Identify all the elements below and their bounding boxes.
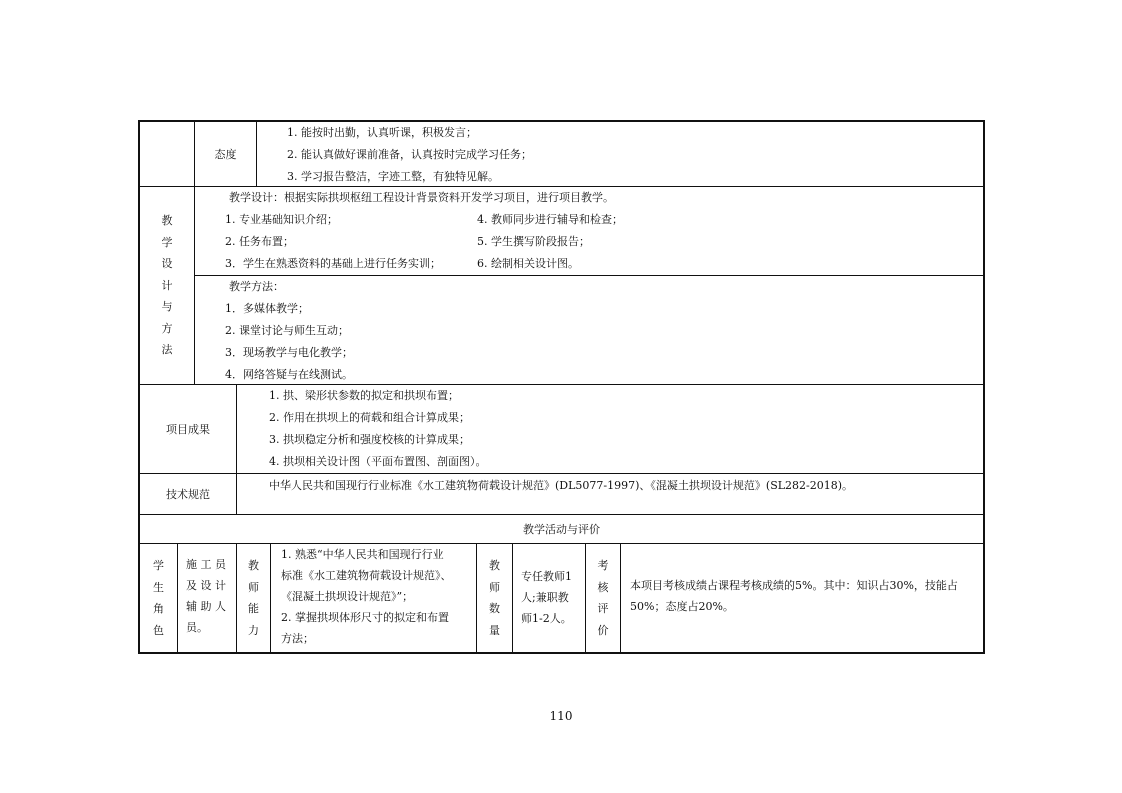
attitude-items	[256, 121, 984, 187]
standards-text: 中华人民共和国现行行业标准《水工建筑物荷载设计规范》(DL5077-1997)、《混凝土拱坝设计规范》(SL282-2018)。	[269, 479, 854, 492]
list-item: 3．学生在熟悉资料的基础上进行任务实训；	[225, 257, 441, 270]
teacher-ability-label: 教 师 能 力	[236, 543, 271, 653]
list-item: 3．现场教学与电化教学；	[225, 346, 353, 359]
results-label: 项目成果	[139, 384, 237, 474]
list-item: 4. 教师同步进行辅导和检查；	[477, 213, 623, 226]
list-item: 3. 学习报告整洁，字迹工整，有独特见解。	[287, 170, 499, 183]
list-item: 1. 能按时出勤，认真听课，积极发言；	[287, 126, 477, 139]
student-role-label: 学 生 角 色	[139, 543, 178, 653]
list-item: 1．多媒体教学；	[225, 302, 309, 315]
list-item: 5. 学生撰写阶段报告；	[477, 235, 590, 248]
list-item: 6. 绘制相关设计图。	[477, 257, 579, 270]
assessment-value: 本项目考核成绩占课程考核成绩的5%。其中：知识占30%，技能占 50%；态度占20%。	[620, 543, 984, 653]
standards-label: 技术规范	[139, 473, 237, 515]
teaching-side-label: 教 学 设 计 与 方 法	[139, 186, 195, 385]
list-item: 3. 拱坝稳定分析和强度校核的计算成果；	[269, 433, 470, 446]
page-number: 110	[549, 709, 573, 723]
attitude-label-text: 态度	[214, 148, 237, 161]
student-role-value: 施 工 员 及 设 计 辅 助 人 员。	[177, 543, 237, 653]
list-item: 4. 拱坝相关设计图（平面布置图、剖面图）。	[269, 455, 487, 468]
method-title: 教学方法：	[229, 280, 284, 293]
list-item: 2. 任务布置；	[225, 235, 294, 248]
teacher-ability-value: 1. 熟悉“中华人民共和国现行行业 标准《水工建筑物荷载设计规范》、 《混凝土拱坝设计规范》”； 2. 掌握拱坝体形尺寸的拟定和布置 方法；	[270, 543, 477, 653]
attitude-label	[194, 121, 257, 187]
list-item: 1. 拱、梁形状参数的拟定和拱坝布置；	[269, 389, 459, 402]
teacher-count-label: 教 师 数 量	[476, 543, 513, 653]
activities-header: 教学活动与评价	[139, 514, 984, 544]
list-item: 2. 作用在拱坝上的荷载和组合计算成果；	[269, 411, 470, 424]
standards-text-cell	[236, 473, 984, 515]
assessment-label: 考 核 评 价	[585, 543, 621, 653]
teaching-method	[194, 275, 984, 385]
results-items	[236, 384, 984, 474]
list-item: 1. 专业基础知识介绍；	[225, 213, 338, 226]
blank-cell	[139, 121, 195, 187]
teaching-design	[194, 186, 984, 276]
list-item: 2. 能认真做好课前准备，认真按时完成学习任务；	[287, 148, 532, 161]
teacher-count-value: 专任教师1 人;兼职教 师1-2人。	[512, 543, 586, 653]
list-item: 2. 课堂讨论与师生互动；	[225, 324, 349, 337]
design-title: 教学设计：根据实际拱坝枢纽工程设计背景资料开发学习项目，进行项目教学。	[229, 191, 614, 204]
list-item: 4．网络答疑与在线测试。	[225, 368, 353, 381]
